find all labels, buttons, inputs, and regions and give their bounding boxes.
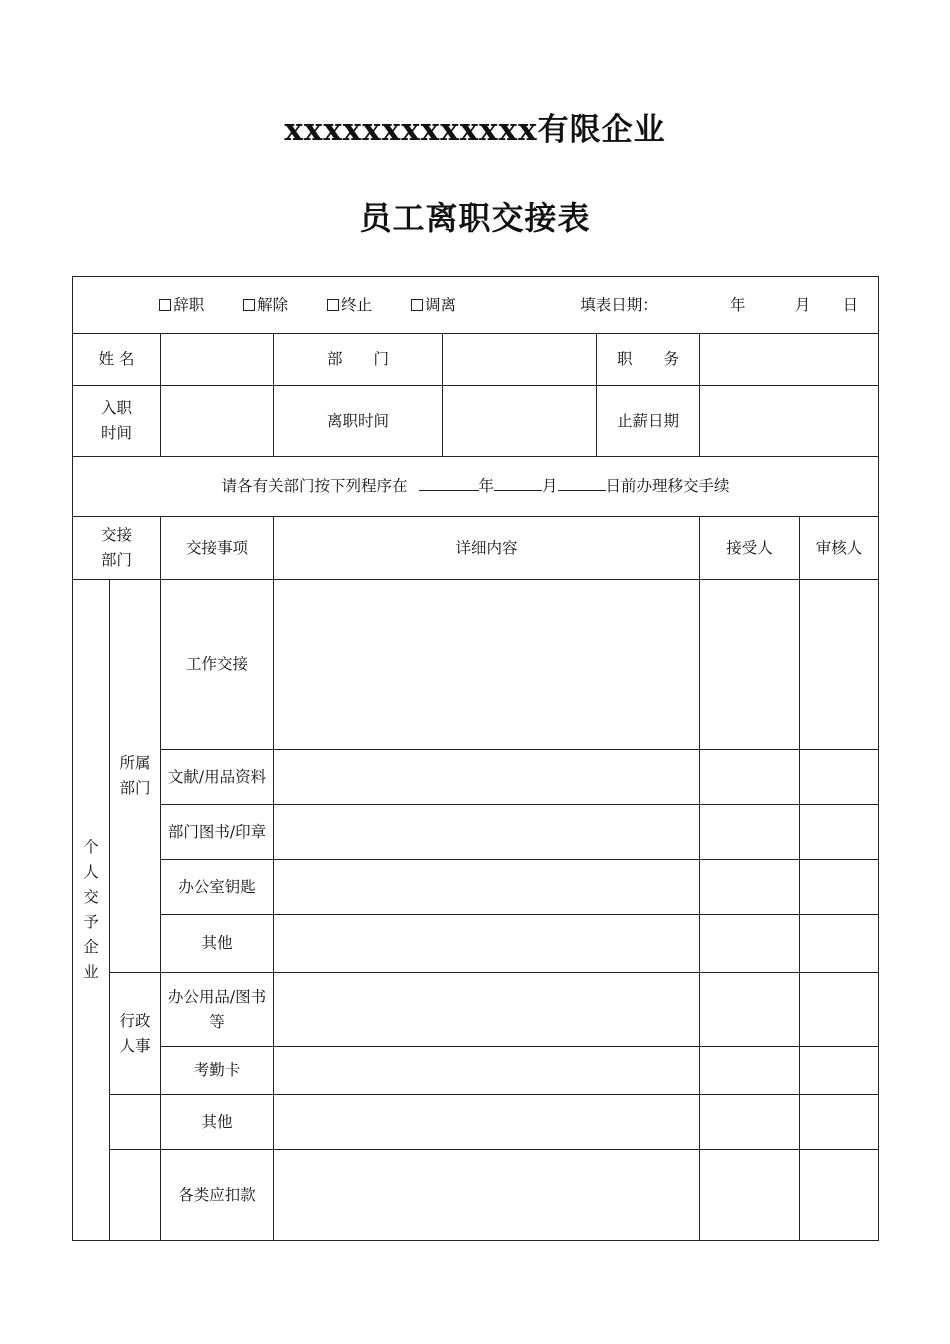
position-field[interactable] [700, 334, 879, 386]
fill-date [570, 293, 858, 318]
dept-admin: 行政 人事 [110, 973, 161, 1095]
detail-cell[interactable] [274, 1150, 700, 1241]
date-info-row [73, 386, 879, 457]
dept-field[interactable] [443, 334, 597, 386]
receiver-cell[interactable] [700, 915, 800, 973]
item-label: 办公用品/图书等 [161, 973, 274, 1047]
table-row [73, 973, 879, 1047]
item-label: 其他 [161, 1095, 274, 1150]
col-detail-header: 详细内容 [274, 517, 700, 580]
checkbox-icon[interactable] [411, 299, 423, 311]
table-row [73, 915, 879, 973]
reviewer-cell[interactable] [800, 805, 879, 860]
dept-label: 部 门 [274, 334, 443, 386]
checkbox-icon[interactable] [243, 299, 255, 311]
position-label: 职 务 [597, 334, 700, 386]
fill-date-day: 日 [842, 295, 859, 314]
detail-cell[interactable] [274, 805, 700, 860]
notice-text: 请各有关部门按下列程序在 年 月 日前办理移交手续 [73, 457, 879, 517]
checkbox-icon[interactable] [327, 299, 339, 311]
receiver-cell[interactable] [700, 1047, 800, 1095]
reviewer-cell[interactable] [800, 580, 879, 750]
form-title: 员工离职交接表 [359, 199, 591, 237]
column-header-row [73, 517, 879, 580]
option-dismiss[interactable]: 解除 [243, 293, 288, 318]
salary-stop-label: 止薪日期 [597, 386, 700, 457]
group-label: 个人交予企业 [73, 580, 110, 1241]
table-row [73, 580, 879, 750]
fill-date-label: 填表日期： [580, 295, 658, 314]
notice-month-blank[interactable] [494, 474, 542, 491]
dept-cell-empty[interactable] [110, 1095, 161, 1150]
option-terminate[interactable]: 终止 [327, 293, 372, 318]
col-receiver-header: 接受人 [700, 517, 800, 580]
receiver-cell[interactable] [700, 750, 800, 805]
table-row [73, 860, 879, 915]
item-label: 其他 [161, 915, 274, 973]
item-label: 文献/用品资料 [161, 750, 274, 805]
item-label: 办公室钥匙 [161, 860, 274, 915]
separation-type-cell [73, 277, 879, 334]
fill-date-year: 年 [729, 295, 746, 314]
receiver-cell[interactable] [700, 973, 800, 1047]
basic-info-row [73, 334, 879, 386]
table-row [73, 1150, 879, 1241]
item-label: 各类应扣款 [161, 1150, 274, 1241]
detail-cell[interactable] [274, 915, 700, 973]
detail-cell[interactable] [274, 1095, 700, 1150]
option-transfer[interactable]: 调离 [411, 293, 456, 318]
reviewer-cell[interactable] [800, 973, 879, 1047]
separation-type-row [73, 277, 879, 334]
detail-cell[interactable] [274, 1047, 700, 1095]
col-item-header: 交接事项 [161, 517, 274, 580]
option-resign[interactable]: 辞职 [159, 293, 204, 318]
reviewer-cell[interactable] [800, 1095, 879, 1150]
detail-cell[interactable] [274, 860, 700, 915]
reviewer-cell[interactable] [800, 1150, 879, 1241]
fill-date-month: 月 [794, 295, 811, 314]
reviewer-cell[interactable] [800, 750, 879, 805]
notice-year-blank[interactable] [419, 474, 479, 491]
item-label: 工作交接 [161, 580, 274, 750]
handover-form-table [72, 276, 879, 1241]
col-reviewer-header: 审核人 [800, 517, 879, 580]
company-title: xxxxxxxxxxxxx有限企业 [284, 112, 666, 148]
reviewer-cell[interactable] [800, 915, 879, 973]
receiver-cell[interactable] [700, 1095, 800, 1150]
leave-time-label: 离职时间 [274, 386, 443, 457]
receiver-cell[interactable] [700, 580, 800, 750]
receiver-cell[interactable] [700, 860, 800, 915]
table-row [73, 1095, 879, 1150]
reviewer-cell[interactable] [800, 860, 879, 915]
name-field[interactable] [161, 334, 274, 386]
checkbox-icon[interactable] [159, 299, 171, 311]
dept-cell-empty[interactable] [110, 1150, 161, 1241]
table-row [73, 805, 879, 860]
table-row [73, 1047, 879, 1095]
item-label: 考勤卡 [161, 1047, 274, 1095]
name-label: 姓 名 [73, 334, 161, 386]
table-row [73, 750, 879, 805]
detail-cell[interactable] [274, 973, 700, 1047]
join-time-field[interactable] [161, 386, 274, 457]
leave-time-field[interactable] [443, 386, 597, 457]
item-label: 部门图书/印章 [161, 805, 274, 860]
join-time-label: 入职 时间 [73, 386, 161, 457]
notice-row [73, 457, 879, 517]
detail-cell[interactable] [274, 750, 700, 805]
reviewer-cell[interactable] [800, 1047, 879, 1095]
salary-stop-field[interactable] [700, 386, 879, 457]
dept-own: 所属 部门 [110, 580, 161, 973]
detail-cell[interactable] [274, 580, 700, 750]
receiver-cell[interactable] [700, 805, 800, 860]
col-dept-header: 交接 部门 [73, 517, 161, 580]
notice-day-blank[interactable] [558, 474, 606, 491]
receiver-cell[interactable] [700, 1150, 800, 1241]
